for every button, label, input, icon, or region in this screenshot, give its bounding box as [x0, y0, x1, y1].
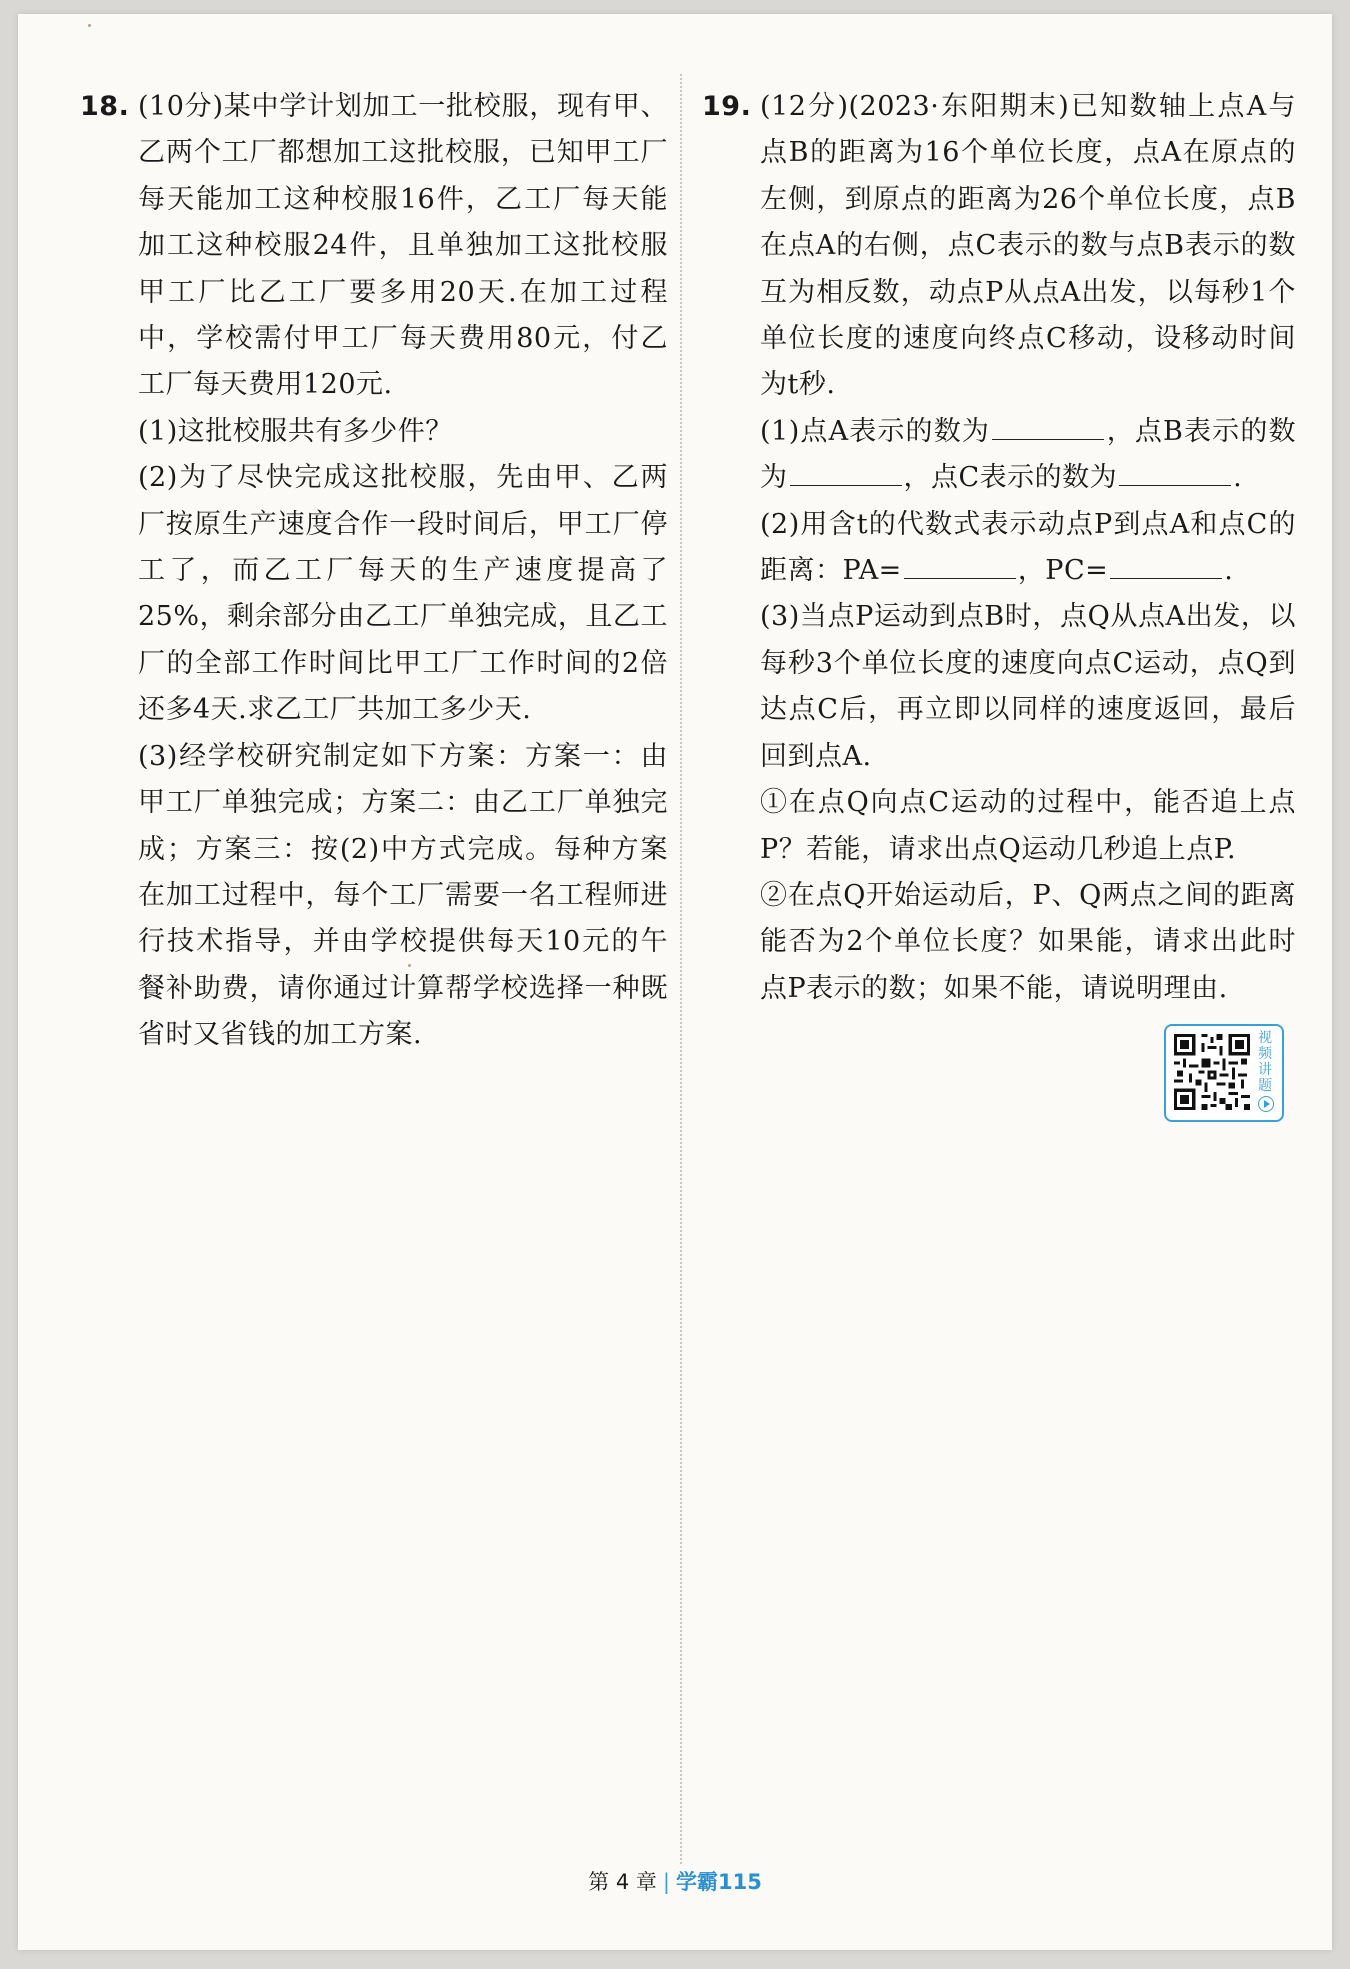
- question-19: [702, 84, 1296, 1012]
- question-part: (3)经学校研究制定如下方案：方案一：由甲工厂单独完成；方案二：由乙工厂单独完成；方案三：按(2)中方式完成。每种方案在加工过程中，每个工厂需要一名工程师进行技术指导，并由学校提供每天10元的午餐补助费，请你通过计算帮学校选择一种既省时又省钱的加工方案.: [138, 740, 668, 1051]
- question-part: (2)为了尽快完成这批校服，先由甲、乙两厂按原生产速度合作一段时间后，甲工厂停工了，而乙工厂每天的生产速度提高了25%，剩余部分由乙工厂单独完成，且乙工厂的全部工作时间比甲工厂工作时间的2倍还多4天.求乙工厂共加工多少天.: [138, 462, 668, 726]
- question-subpart-2: ②在点Q开始运动后，P、Q两点之间的距离能否为2个单位长度？如果能，请求出此时点P表示的数；如果不能，请说明理由.: [760, 879, 1296, 1004]
- question-part-1: [760, 409, 1296, 502]
- part-text: .: [1224, 555, 1234, 587]
- part-text: ，点C表示的数为: [903, 462, 1118, 494]
- part-text: (2)用含t的代数式表示动点P到点A和点C的距离：PA=: [760, 508, 1296, 587]
- question-intro: (10分)某中学计划加工一批校服，现有甲、乙两个工厂都想加工这批校服，已知甲工厂每天能加工这种校服16件，乙工厂每天能加工这种校服24件，且单独加工这批校服甲工厂比乙工厂要多用20天.在加工过程中，学校需付甲工厂每天费用80元，付乙工厂每天费用120元.: [138, 91, 668, 401]
- page-footer: [0, 1866, 1350, 1896]
- question-intro: (12分)(2023·东阳期末)已知数轴上点A与点B的距离为16个单位长度，点A在原点的左侧，到原点的距离为26个单位长度，点B在点A的右侧，点C表示的数与点B表示的数互为相反数，动点P从点A出发，以每秒1个单位长度的速度向终点C移动，设移动时间为t秒.: [760, 91, 1296, 401]
- question-part-2: [760, 502, 1296, 595]
- question-18: [80, 84, 668, 1059]
- part-text: ，PC=: [1017, 555, 1109, 587]
- question-part: (1)这批校服共有多少件？: [138, 415, 453, 447]
- question-subpart-1: ①在点Q向点C运动的过程中，能否追上点P？若能，请求出点Q运动几秒追上点P.: [760, 787, 1296, 865]
- answer-blank[interactable]: [904, 550, 1016, 579]
- page-sheet: [18, 14, 1332, 1950]
- qr-code-icon: [1174, 1034, 1250, 1110]
- answer-blank[interactable]: [790, 457, 902, 486]
- part-text: ，点B表示的数为: [760, 415, 1296, 494]
- brand-label: 学霸: [675, 1870, 718, 1894]
- question-part-3: (3)当点P运动到点B时，点Q从点A出发，以每秒3个单位长度的速度向点C运动，点Q到达点C后，再立即以同样的速度返回，最后回到点A.: [760, 601, 1296, 772]
- question-number: 18.: [80, 91, 130, 122]
- question-number: 19.: [702, 91, 752, 122]
- chapter-label: 第 4 章: [588, 1870, 657, 1894]
- answer-blank[interactable]: [1119, 457, 1231, 486]
- column-divider: [680, 74, 682, 1864]
- qr-label: 视频讲题: [1258, 1030, 1272, 1094]
- page-number: 115: [717, 1870, 762, 1894]
- paper-speck: [88, 24, 91, 27]
- answer-blank[interactable]: [1110, 550, 1222, 579]
- footer-separator: |: [662, 1870, 670, 1894]
- video-qr-code[interactable]: [1164, 1024, 1284, 1122]
- part-text: .: [1233, 462, 1243, 494]
- play-icon: [1258, 1096, 1274, 1112]
- answer-blank[interactable]: [992, 411, 1104, 440]
- part-text: (1)点A表示的数为: [760, 415, 991, 447]
